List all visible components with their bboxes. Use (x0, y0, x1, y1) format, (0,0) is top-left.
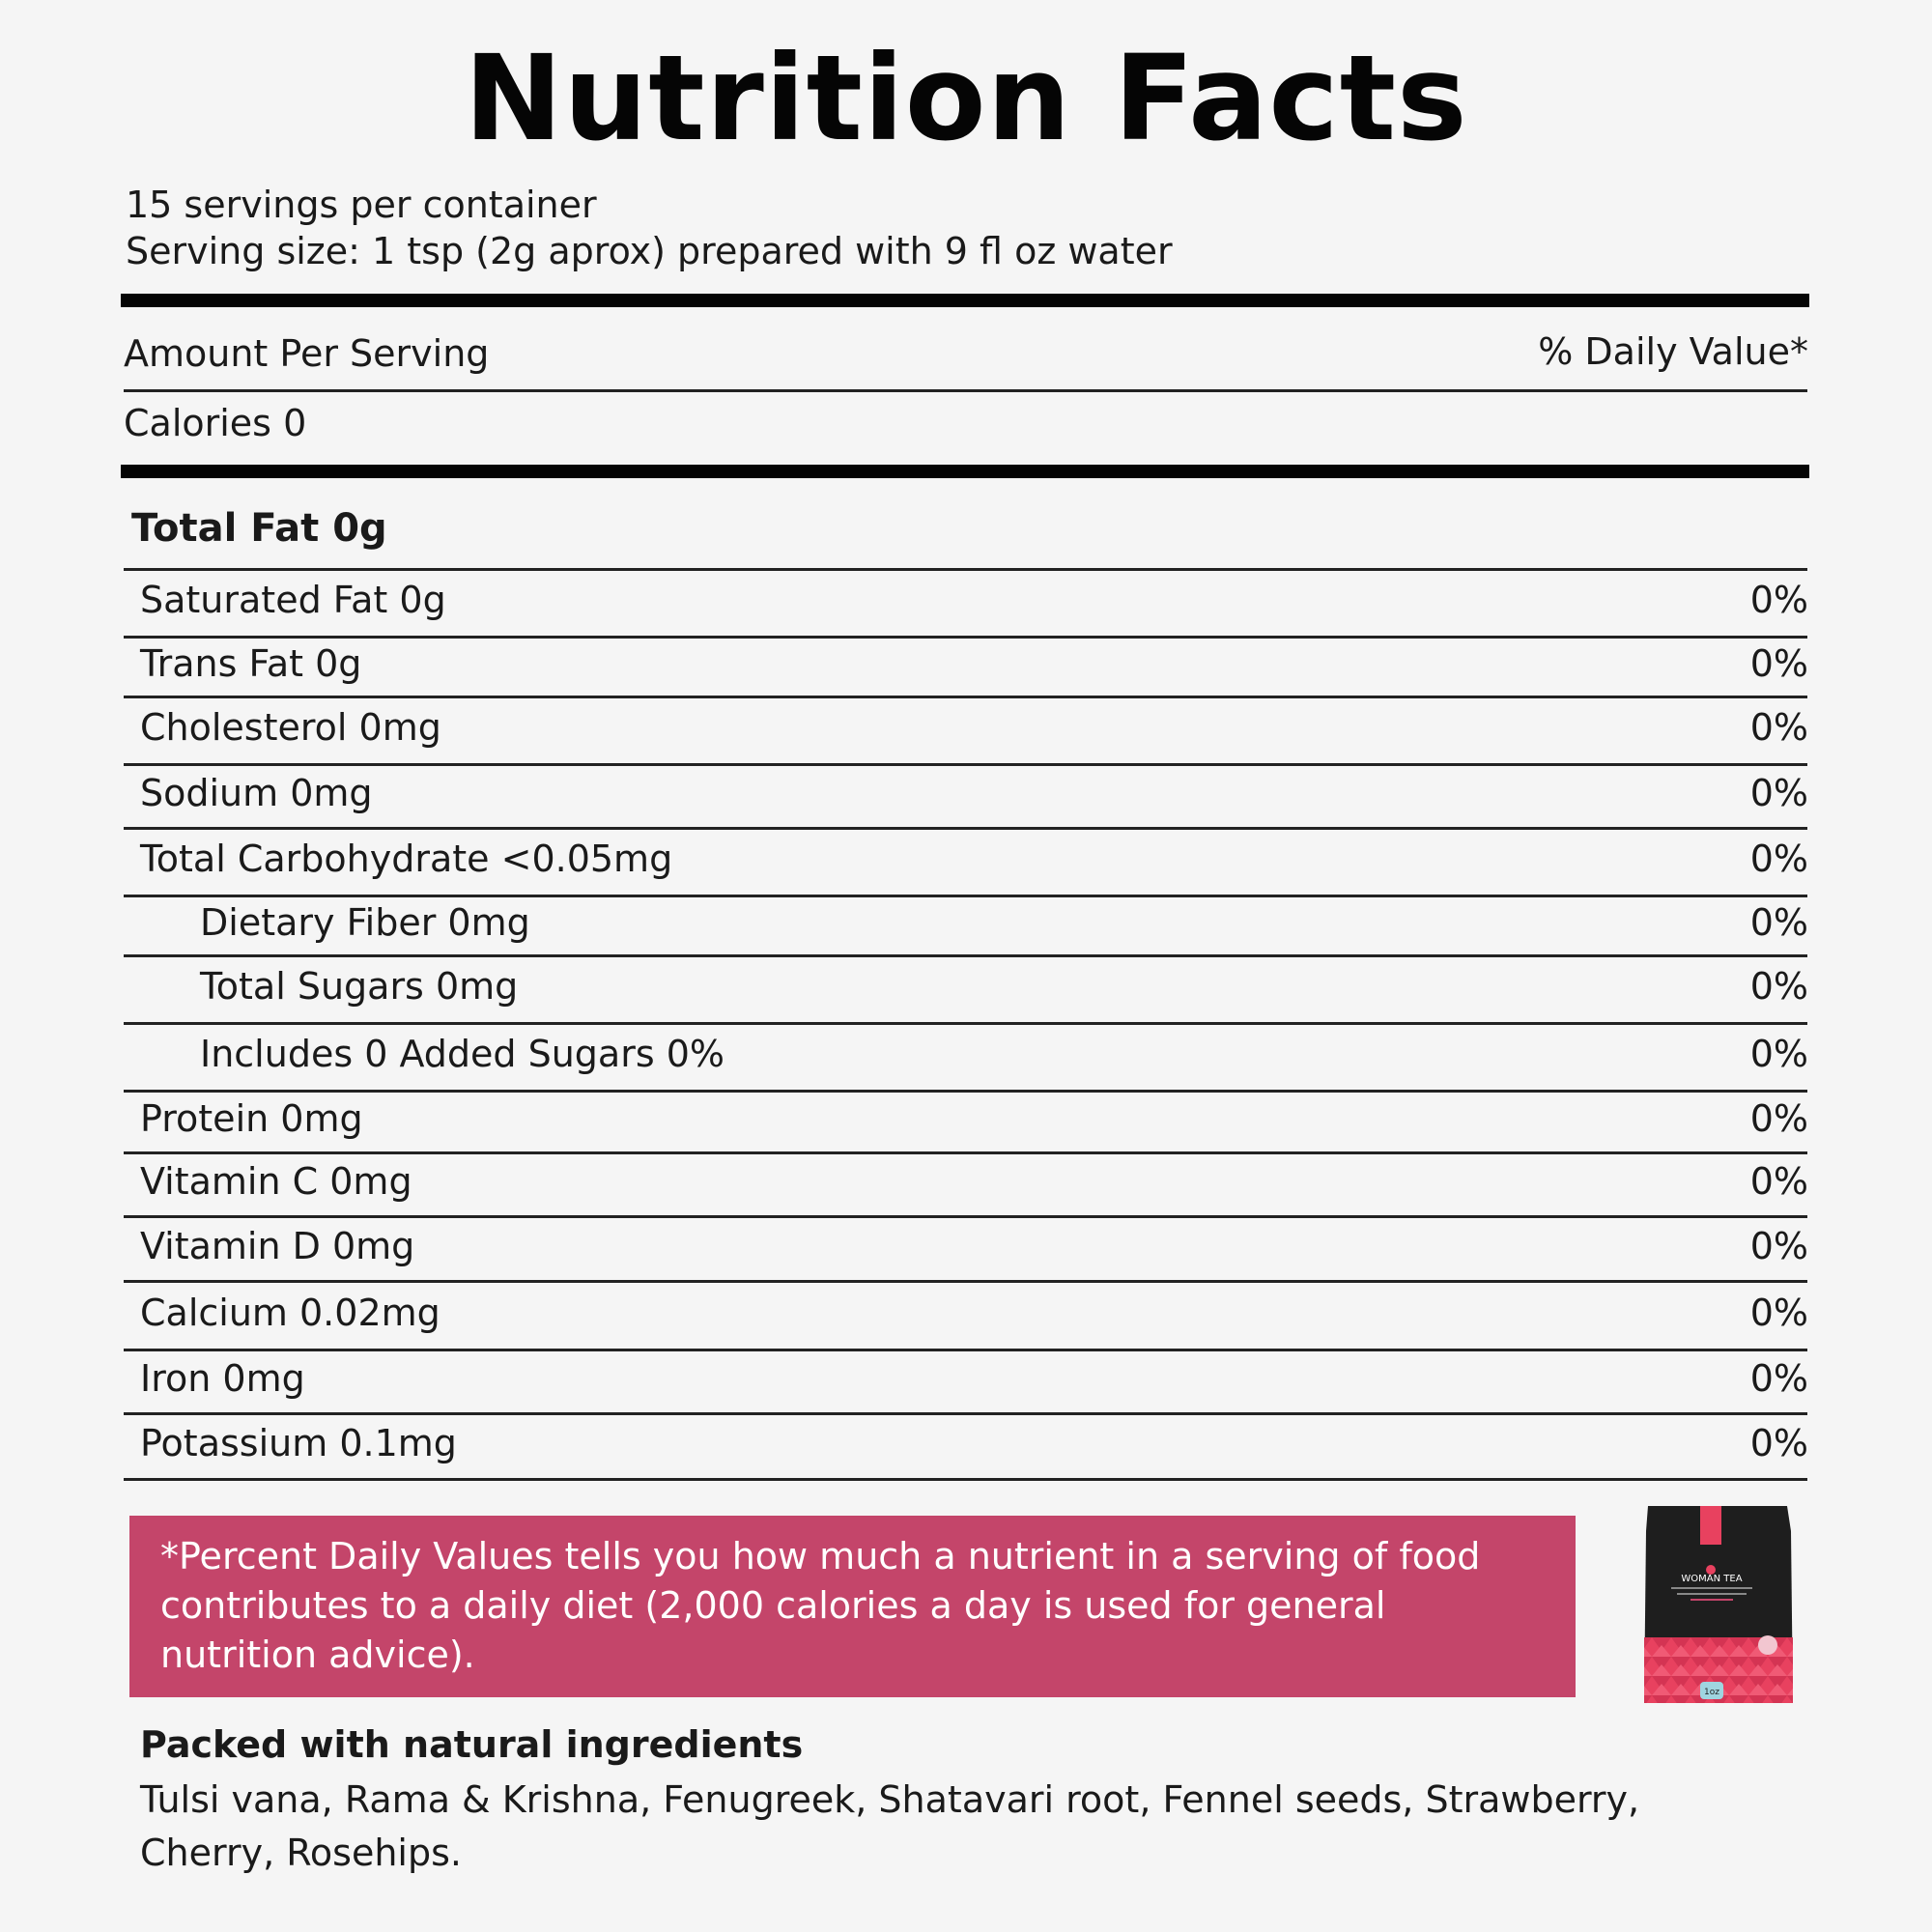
divider (124, 1090, 1807, 1093)
nutrient-daily-value: 0% (1749, 1160, 1808, 1203)
nutrient-daily-value: 0% (1749, 1225, 1808, 1267)
calories-value: Calories 0 (124, 402, 307, 444)
nutrient-daily-value: 0% (1749, 838, 1808, 880)
nutrient-daily-value: 0% (1749, 1357, 1808, 1400)
nutrient-daily-value: 0% (1749, 642, 1808, 685)
nutrient-daily-value: 0% (1749, 965, 1808, 1008)
nutrient-daily-value: 0% (1749, 1033, 1808, 1075)
divider (124, 696, 1807, 698)
nutrient-name: Dietary Fiber 0mg (200, 901, 530, 944)
thick-divider (121, 294, 1809, 307)
nutrient-name: Saturated Fat 0g (140, 579, 446, 621)
divider (124, 568, 1807, 571)
nutrient-name: Protein 0mg (140, 1097, 363, 1140)
thick-divider (121, 465, 1809, 478)
nutrient-daily-value: 0% (1749, 1292, 1808, 1334)
nutrient-name: Total Carbohydrate <0.05mg (140, 838, 673, 880)
nutrient-name: Includes 0 Added Sugars 0% (200, 1033, 725, 1075)
nutrient-daily-value: 0% (1749, 579, 1808, 621)
daily-value-heading: % Daily Value* (1538, 330, 1808, 373)
total-fat-heading: Total Fat 0g (131, 506, 387, 551)
ingredients-list: Tulsi vana, Rama & Krishna, Fenugreek, Shatavari root, Fennel seeds, Strawberry, Cherry, Rosehips. (140, 1778, 1640, 1874)
pouch-brand-text: WOMAN TEA (1681, 1574, 1743, 1584)
footnote-text: *Percent Daily Values tells you how much a nutrient in a serving of food contributes to a daily diet (2,000 calories a day is used for general nutrition advice). (160, 1535, 1481, 1676)
nutrient-name: Total Sugars 0mg (200, 965, 519, 1008)
nutrient-name: Vitamin C 0mg (140, 1160, 412, 1203)
nutrient-daily-value: 0% (1749, 772, 1808, 814)
page-title: Nutrition Facts (464, 30, 1468, 167)
divider (124, 1280, 1807, 1283)
nutrient-daily-value: 0% (1749, 706, 1808, 749)
divider (124, 1151, 1807, 1154)
pouch-size-text: 1oz (1704, 1688, 1719, 1697)
nutrient-daily-value: 0% (1749, 901, 1808, 944)
divider (124, 1478, 1807, 1481)
serving-size: Serving size: 1 tsp (2g aprox) prepared with 9 fl oz water (126, 230, 1173, 272)
product-pouch-image (1633, 1502, 1804, 1707)
divider (124, 1412, 1807, 1415)
nutrient-name: Sodium 0mg (140, 772, 373, 814)
nutrient-daily-value: 0% (1749, 1422, 1808, 1464)
divider (124, 1349, 1807, 1351)
nutrient-name: Cholesterol 0mg (140, 706, 441, 749)
nutrient-daily-value: 0% (1749, 1097, 1808, 1140)
divider (124, 636, 1807, 639)
amount-per-serving-label: Amount Per Serving (124, 332, 490, 375)
nutrient-name: Calcium 0.02mg (140, 1292, 440, 1334)
divider (124, 895, 1807, 897)
divider (124, 389, 1807, 392)
nutrient-name: Potassium 0.1mg (140, 1422, 457, 1464)
divider (124, 763, 1807, 766)
ingredients-heading: Packed with natural ingredients (140, 1723, 804, 1766)
nutrient-name: Vitamin D 0mg (140, 1225, 415, 1267)
servings-per-container: 15 servings per container (126, 184, 597, 226)
divider (124, 1022, 1807, 1025)
divider (124, 827, 1807, 830)
nutrient-name: Trans Fat 0g (140, 642, 362, 685)
divider (124, 1215, 1807, 1218)
divider (124, 954, 1807, 957)
nutrient-name: Iron 0mg (140, 1357, 305, 1400)
